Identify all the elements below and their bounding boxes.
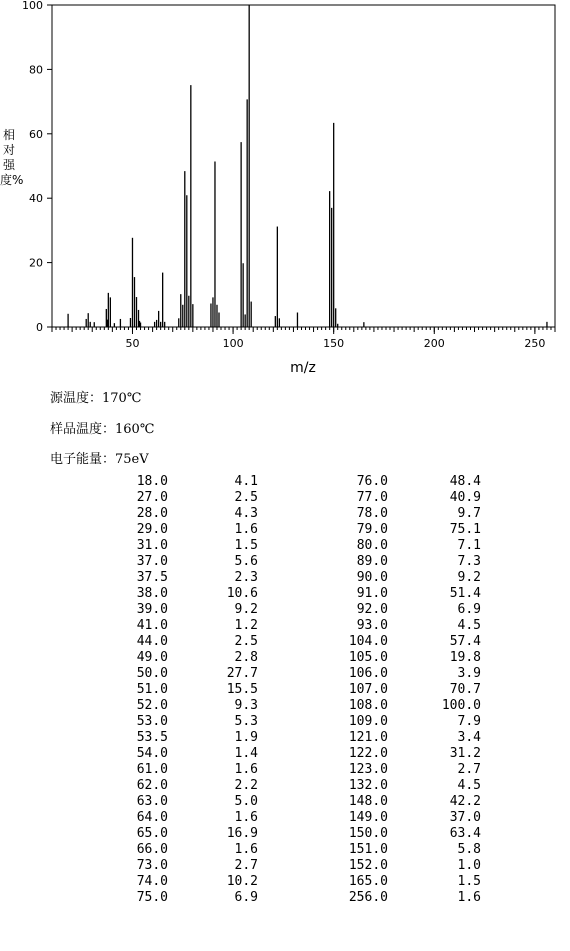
mz-value: 53.0 (136, 714, 168, 729)
x-tick-label: 250 (524, 337, 546, 350)
mz-value: 66.0 (136, 842, 168, 857)
intensity-value: 6.9 (234, 890, 258, 905)
mz-value: 74.0 (136, 874, 168, 889)
intensity-value: 4.5 (457, 778, 481, 793)
intensity-value: 5.6 (234, 554, 258, 569)
mz-value: 109.0 (348, 714, 388, 729)
intensity-value: 10.6 (226, 586, 258, 601)
intensity-value: 9.7 (457, 506, 481, 521)
mz-value: 52.0 (136, 698, 168, 713)
x-tick-label: 100 (222, 337, 244, 350)
mz-value: 149.0 (348, 810, 388, 825)
mz-value: 151.0 (348, 842, 388, 857)
intensity-value: 5.0 (234, 794, 258, 809)
x-minor-ticks (52, 327, 555, 332)
intensity-value: 1.6 (457, 890, 481, 905)
mz-value: 122.0 (348, 746, 388, 761)
mz-value: 148.0 (348, 794, 388, 809)
source-temperature-value: 170℃ (102, 391, 142, 406)
mz-value: 31.0 (136, 538, 168, 553)
mz-value: 41.0 (136, 618, 168, 633)
mz-value: 37.5 (136, 570, 168, 585)
mz-value: 49.0 (136, 650, 168, 665)
intensity-value: 5.8 (457, 842, 481, 857)
spectrum-peaks (68, 5, 547, 327)
y-tick-label: 60 (29, 127, 43, 141)
intensity-value: 6.9 (457, 602, 481, 617)
intensity-value: 1.5 (234, 538, 258, 553)
intensity-value: 2.8 (234, 650, 258, 665)
intensity-value: 1.6 (234, 522, 258, 537)
intensity-value: 1.2 (234, 618, 258, 633)
intensity-value: 63.4 (449, 826, 481, 841)
mz-value: 75.0 (136, 890, 168, 905)
mz-value: 150.0 (348, 826, 388, 841)
intensity-value: 7.1 (457, 538, 481, 553)
intensity-value: 2.5 (234, 634, 258, 649)
mz-value: 37.0 (136, 554, 168, 569)
intensity-value: 27.7 (226, 666, 258, 681)
mz-value: 54.0 (136, 746, 168, 761)
intensity-value: 1.6 (234, 842, 258, 857)
y-axis-label: 相对强度% (0, 128, 24, 187)
y-tick-label: 80 (29, 63, 43, 77)
mz-value: 108.0 (348, 698, 388, 713)
intensity-value: 48.4 (449, 474, 481, 489)
mz-value: 18.0 (136, 474, 168, 489)
mz-value: 104.0 (348, 634, 388, 649)
mz-value: 29.0 (136, 522, 168, 537)
mz-value: 123.0 (348, 762, 388, 777)
plot-frame (52, 5, 555, 327)
intensity-value: 1.4 (234, 746, 258, 761)
mz-value: 44.0 (136, 634, 168, 649)
y-tick-label: 0 (36, 321, 43, 334)
sample-temperature-value: 160℃ (115, 422, 155, 437)
mz-value: 132.0 (348, 778, 388, 793)
intensity-value: 7.3 (457, 554, 481, 569)
intensity-value: 9.2 (457, 570, 481, 585)
mz-value: 63.0 (136, 794, 168, 809)
mz-value: 93.0 (356, 618, 388, 633)
intensity-value: 16.9 (226, 826, 258, 841)
mz-value: 65.0 (136, 826, 168, 841)
mz-value: 78.0 (356, 506, 388, 521)
mz-value: 64.0 (136, 810, 168, 825)
mz-value: 91.0 (356, 586, 388, 601)
mz-value: 53.5 (136, 730, 168, 745)
mz-value: 165.0 (348, 874, 388, 889)
intensity-value: 2.3 (234, 570, 258, 585)
x-tick-label: 200 (423, 337, 445, 350)
mz-value: 107.0 (348, 682, 388, 697)
intensity-value: 1.6 (234, 762, 258, 777)
y-tick-label: 20 (29, 256, 43, 270)
mz-value: 38.0 (136, 586, 168, 601)
intensity-value: 3.9 (457, 666, 481, 681)
mz-value: 89.0 (356, 554, 388, 569)
intensity-value: 2.5 (234, 490, 258, 505)
intensity-value: 2.2 (234, 778, 258, 793)
electron-energy (50, 448, 149, 467)
mz-value: 90.0 (356, 570, 388, 585)
intensity-value: 9.2 (234, 602, 258, 617)
mz-value: 76.0 (356, 474, 388, 489)
intensity-value: 4.5 (457, 618, 481, 633)
intensity-value: 2.7 (457, 762, 481, 777)
mz-value: 28.0 (136, 506, 168, 521)
mass-spectrum-chart (0, 0, 570, 385)
intensity-value: 51.4 (449, 586, 481, 601)
mz-value: 80.0 (356, 538, 388, 553)
intensity-value: 40.9 (449, 490, 481, 505)
x-tick-label: 150 (323, 337, 345, 350)
intensity-value: 100.0 (441, 698, 481, 713)
mz-value: 106.0 (348, 666, 388, 681)
intensity-value: 42.2 (449, 794, 481, 809)
intensity-value: 3.4 (457, 730, 481, 745)
mz-value: 77.0 (356, 490, 388, 505)
y-axis-ticks (22, 0, 52, 334)
mz-value: 121.0 (348, 730, 388, 745)
intensity-value: 4.3 (234, 506, 258, 521)
intensity-value: 7.9 (457, 714, 481, 729)
intensity-value: 19.8 (449, 650, 481, 665)
mz-value: 152.0 (348, 858, 388, 873)
source-temperature-label: 源温度： (50, 391, 103, 406)
electron-energy-label: 电子能量： (50, 452, 116, 467)
y-tick-label: 100 (22, 0, 43, 12)
electron-energy-value: 75eV (115, 452, 149, 467)
intensity-value: 31.2 (449, 746, 481, 761)
intensity-value: 4.1 (234, 474, 258, 489)
x-tick-label: 50 (125, 337, 140, 350)
intensity-value: 5.3 (234, 714, 258, 729)
intensity-value: 70.7 (449, 682, 481, 697)
mz-value: 92.0 (356, 602, 388, 617)
sample-temperature-label: 样品温度： (50, 422, 116, 437)
mz-value: 39.0 (136, 602, 168, 617)
intensity-value: 15.5 (226, 682, 258, 697)
intensity-value: 75.1 (449, 522, 481, 537)
source-temperature (50, 387, 141, 406)
x-axis-ticks (125, 327, 545, 350)
intensity-value: 9.3 (234, 698, 258, 713)
mz-value: 51.0 (136, 682, 168, 697)
intensity-value: 2.7 (234, 858, 258, 873)
intensity-value: 1.9 (234, 730, 258, 745)
intensity-value: 1.5 (457, 874, 481, 889)
mz-value: 27.0 (136, 490, 168, 505)
mz-value: 79.0 (356, 522, 388, 537)
sample-temperature (50, 418, 154, 437)
y-tick-label: 40 (29, 192, 43, 206)
mz-value: 62.0 (136, 778, 168, 793)
mz-value: 105.0 (348, 650, 388, 665)
intensity-value: 1.6 (234, 810, 258, 825)
mz-value: 73.0 (136, 858, 168, 873)
mz-value: 61.0 (136, 762, 168, 777)
intensity-value: 1.0 (457, 858, 481, 873)
intensity-value: 57.4 (449, 634, 481, 649)
intensity-value: 10.2 (226, 874, 258, 889)
mz-value: 50.0 (136, 666, 168, 681)
x-axis-label: m/z (290, 360, 316, 376)
mz-value: 256.0 (348, 890, 388, 905)
intensity-value: 37.0 (449, 810, 481, 825)
